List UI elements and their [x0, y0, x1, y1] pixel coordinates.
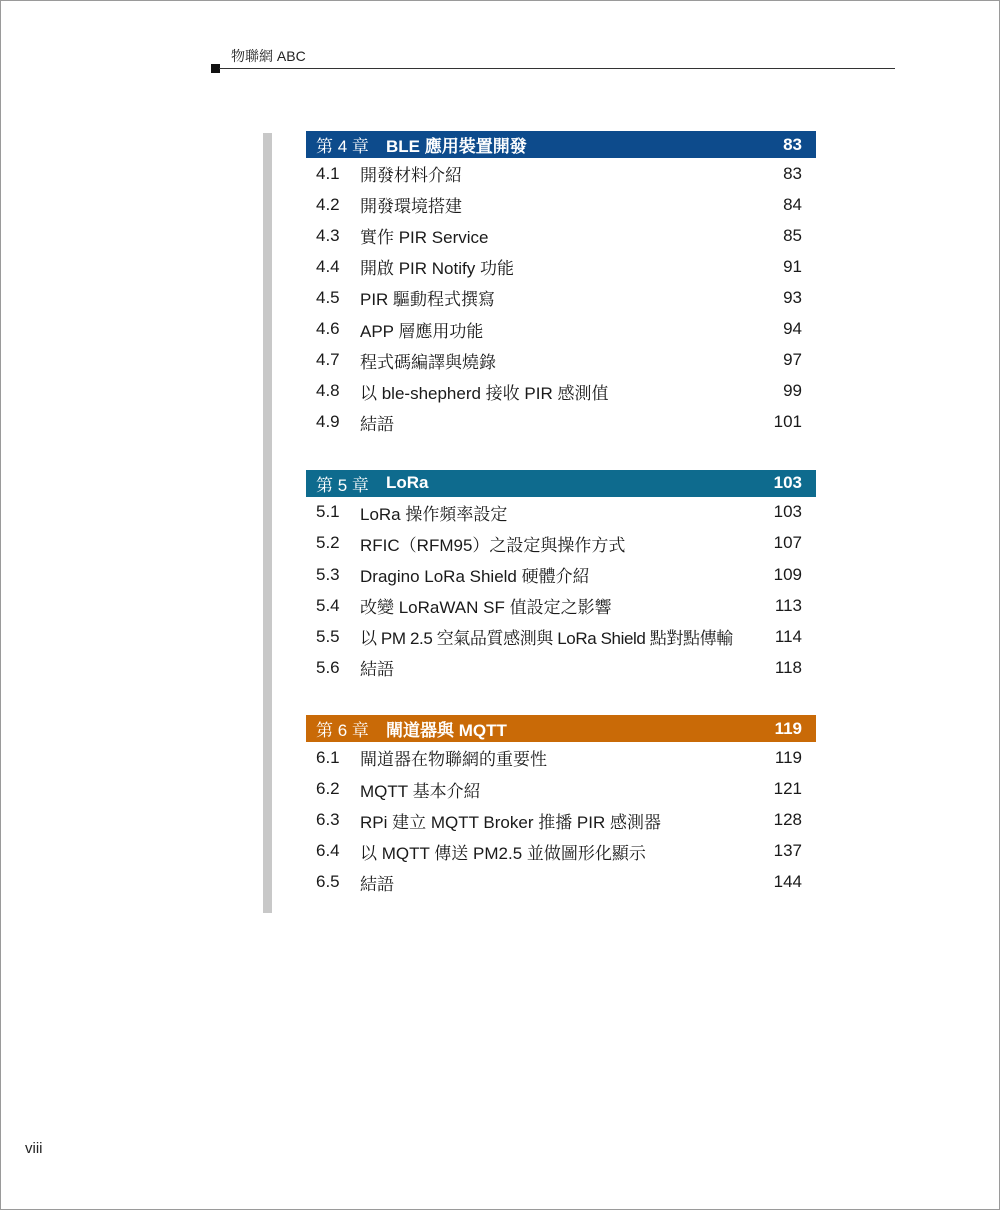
- entry-number: 5.6: [316, 657, 340, 677]
- entry-number: 4.2: [316, 194, 340, 214]
- entry-page: 103: [773, 502, 802, 522]
- entry-page: 101: [773, 412, 802, 432]
- entry-page: 119: [774, 747, 802, 767]
- entry-page: 85: [783, 225, 802, 245]
- entry-page: 118: [774, 657, 802, 677]
- toc-entry[interactable]: [306, 590, 816, 621]
- chapter-page: 103: [773, 473, 802, 493]
- toc-entry[interactable]: [306, 621, 816, 652]
- entry-number: 5.1: [316, 502, 340, 522]
- toc-entry[interactable]: [306, 805, 816, 836]
- toc-entry[interactable]: [306, 345, 816, 376]
- chapter-5: [306, 470, 816, 684]
- chapter-number: 第 6 章: [316, 721, 369, 741]
- entry-page: 94: [783, 319, 802, 339]
- entry-page: 113: [774, 595, 802, 615]
- entry-title: PIR 驅動程式撰寫: [360, 290, 496, 310]
- chapter-header[interactable]: [306, 470, 816, 497]
- toc-entry[interactable]: [306, 497, 816, 528]
- entry-title: APP 層應用功能: [360, 321, 484, 341]
- entry-page: 83: [783, 163, 802, 183]
- entry-page: 107: [773, 533, 802, 553]
- entry-number: 4.5: [316, 287, 340, 307]
- entry-number: 5.3: [316, 564, 340, 584]
- chapter-page: 83: [783, 134, 802, 154]
- chapter-6: [306, 715, 816, 897]
- entry-number: 5.2: [316, 533, 340, 553]
- chapter-4: [306, 131, 816, 438]
- entry-page: 109: [773, 564, 802, 584]
- entry-number: 4.7: [316, 350, 340, 370]
- entry-number: 5.4: [316, 595, 340, 615]
- toc-entry[interactable]: [306, 407, 816, 438]
- toc-entry[interactable]: [306, 282, 816, 313]
- entry-page: 93: [783, 287, 802, 307]
- toc-entry[interactable]: [306, 251, 816, 282]
- entry-title: MQTT 基本介紹: [360, 781, 481, 801]
- entry-number: 4.3: [316, 225, 340, 245]
- entry-title: 以 PM 2.5 空氣品質感測與 LoRa Shield 點對點傳輸: [360, 629, 733, 649]
- entry-title: 以 ble-shepherd 接收 PIR 感測值: [360, 383, 609, 403]
- toc-entry[interactable]: [306, 652, 816, 683]
- chapter-number: 第 5 章: [316, 475, 369, 495]
- toc-entry[interactable]: [306, 742, 816, 773]
- entry-page: 97: [783, 350, 802, 370]
- entry-page: 137: [773, 841, 802, 861]
- toc-entry[interactable]: [306, 158, 816, 189]
- entry-title: 結語: [360, 874, 394, 894]
- entry-title: 開發材料介紹: [360, 166, 462, 186]
- entry-number: 6.1: [316, 747, 340, 767]
- entry-page: 91: [783, 256, 802, 276]
- chapter-header[interactable]: [306, 715, 816, 742]
- toc-entry[interactable]: [306, 376, 816, 407]
- toc-entry[interactable]: [306, 220, 816, 251]
- toc-side-bar: [263, 133, 272, 913]
- entry-title: 開啟 PIR Notify 功能: [360, 259, 514, 279]
- entry-number: 4.8: [316, 381, 340, 401]
- entry-title: RFIC（RFM95）之設定與操作方式: [360, 535, 626, 555]
- entry-page: 144: [773, 872, 802, 892]
- toc-entry[interactable]: [306, 528, 816, 559]
- entry-title: Dragino LoRa Shield 硬體介紹: [360, 567, 590, 587]
- toc-entry[interactable]: [306, 774, 816, 805]
- chapter-page: 119: [774, 718, 802, 738]
- toc-entry[interactable]: [306, 559, 816, 590]
- entry-title: 以 MQTT 傳送 PM2.5 並做圖形化顯示: [360, 843, 646, 863]
- chapter-title: LoRa: [386, 473, 429, 493]
- running-head: 物聯網 ABC: [231, 48, 306, 64]
- entry-title: 程式碼編譯與燒錄: [360, 352, 496, 372]
- entry-number: 4.4: [316, 256, 340, 276]
- page-number: viii: [25, 1140, 43, 1157]
- entry-number: 6.5: [316, 872, 340, 892]
- entry-page: 128: [773, 810, 802, 830]
- chapter-number: 第 4 章: [316, 137, 369, 156]
- table-of-contents: [306, 131, 816, 930]
- toc-entry[interactable]: [306, 867, 816, 898]
- running-head-rule: [219, 68, 895, 69]
- entry-number: 4.6: [316, 319, 340, 339]
- toc-entry[interactable]: [306, 189, 816, 220]
- entry-number: 5.5: [316, 626, 340, 646]
- entry-title: 閘道器在物聯網的重要性: [360, 750, 547, 770]
- entry-page: 99: [783, 381, 802, 401]
- entry-page: 114: [774, 626, 802, 646]
- toc-entry[interactable]: [306, 313, 816, 344]
- entry-title: 實作 PIR Service: [360, 228, 489, 248]
- entry-title: RPi 建立 MQTT Broker 推播 PIR 感測器: [360, 812, 661, 832]
- entry-number: 6.4: [316, 841, 340, 861]
- entry-page: 84: [783, 194, 802, 214]
- entry-title: 結語: [360, 414, 394, 434]
- entry-title: 改變 LoRaWAN SF 值設定之影響: [360, 598, 612, 618]
- chapter-title: 閘道器與 MQTT: [386, 721, 507, 741]
- entry-page: 121: [773, 779, 802, 799]
- chapter-title: BLE 應用裝置開發: [386, 137, 527, 156]
- entry-number: 6.3: [316, 810, 340, 830]
- entry-title: 結語: [360, 660, 394, 680]
- entry-number: 4.9: [316, 412, 340, 432]
- entry-title: 開發環境搭建: [360, 197, 462, 217]
- entry-number: 4.1: [316, 163, 340, 183]
- toc-entry[interactable]: [306, 836, 816, 867]
- entry-title: LoRa 操作頻率設定: [360, 504, 508, 524]
- chapter-header[interactable]: [306, 131, 816, 158]
- entry-number: 6.2: [316, 779, 340, 799]
